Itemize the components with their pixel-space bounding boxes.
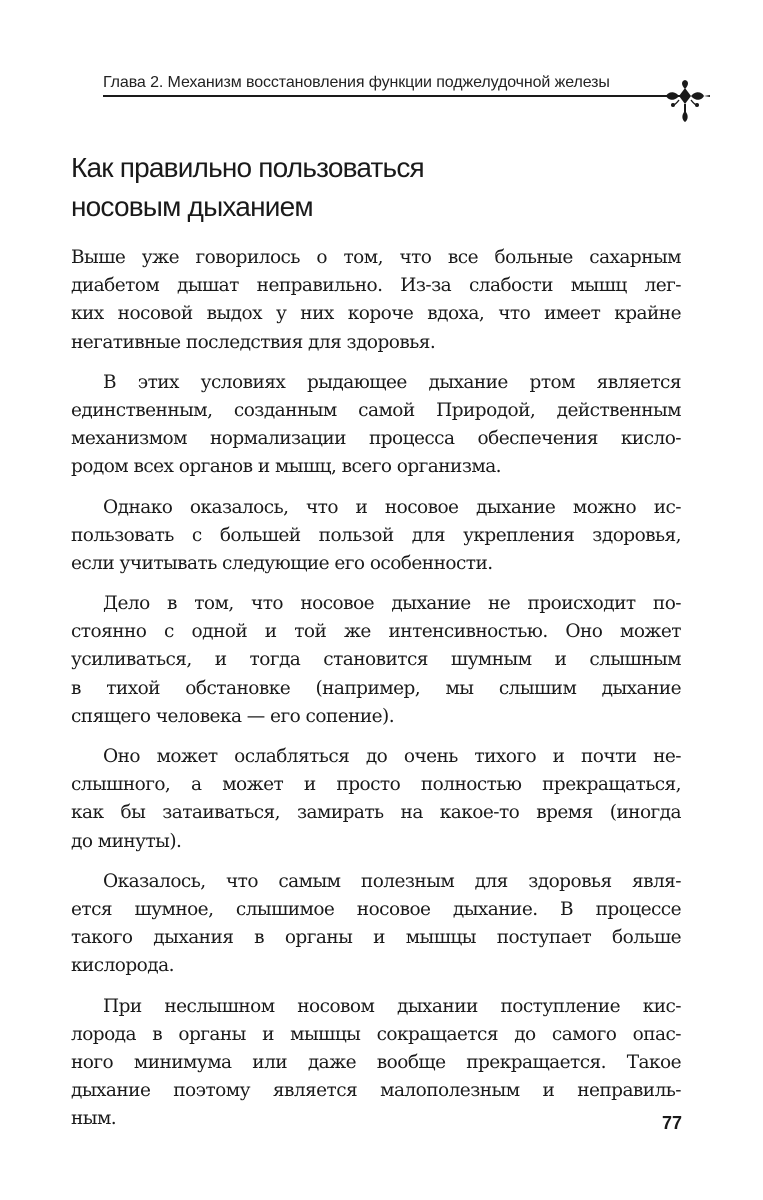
paragraph — [71, 244, 681, 357]
text-line: до минуты). — [71, 830, 182, 852]
running-header: Глава 2. Механизм восстановления функции поджелудочной железы — [103, 74, 610, 91]
section-title-line-2: носовым дыханием — [71, 191, 313, 222]
fleuron-ornament-icon — [660, 80, 710, 122]
text-line: Выше уже говорилось о том, что все больные сахарным — [71, 247, 681, 268]
text-line: как бы затаиваться, замирать на какое-то время (иногда — [71, 802, 681, 824]
text-line: кислорода. — [71, 955, 174, 977]
text-line: единственным, созданным самой Природой, действенным — [71, 399, 681, 421]
text-line: негативные последствия для здоровья. — [71, 331, 436, 353]
text-line: слышного, а может и просто полностью прекращаться, — [71, 774, 681, 796]
text-line: пользовать с большей пользой для укрепления здоровья, — [71, 524, 681, 546]
text-line: такого дыхания в органы и мышцы поступает больше — [71, 927, 681, 949]
text-line: ным. — [71, 1108, 117, 1130]
section-title — [71, 148, 671, 226]
header-rule — [103, 95, 681, 97]
paragraph — [71, 868, 681, 981]
text-line: В этих условиях рыдающее дыхание ртом является — [103, 371, 681, 393]
text-line: ких носовой выдох у них короче вдоха, что имеет крайне — [71, 303, 681, 325]
text-line: лорода в органы и мышцы сокращается до самого опас- — [71, 1023, 681, 1045]
text-line: механизмом нормализации процесса обеспечения кисло- — [71, 428, 681, 450]
paragraph — [71, 743, 681, 856]
text-line: усиливаться, и тогда становится шумным и слышным — [71, 649, 681, 671]
paragraph — [71, 369, 681, 482]
page-number: 77 — [661, 1113, 682, 1133]
section-title-line-1: Как правильно пользоваться — [71, 152, 424, 183]
text-line: спящего человека — его сопение). — [71, 705, 395, 727]
text-line: Оно может ослабляться до очень тихого и почти не- — [103, 746, 681, 767]
paragraph — [71, 494, 681, 579]
paragraph — [71, 590, 681, 731]
text-line: ного минимума или даже вообще прекращается. Такое — [71, 1051, 681, 1073]
paragraph — [71, 993, 681, 1134]
text-line: Оказалось, что самым полезным для здоровья явля- — [103, 870, 681, 892]
text-line: Дело в том, что носовое дыхание не происходит по- — [103, 593, 681, 615]
text-line: стоянно с одной и той же интенсивностью. Оно может — [71, 621, 681, 643]
text-line: Однако оказалось, что и носовое дыхание можно ис- — [103, 496, 681, 518]
body-text — [71, 244, 681, 1145]
text-line: диабетом дышат неправильно. Из-за слабости мышц лег- — [71, 275, 681, 297]
text-line: При неслышном носовом дыхании поступление кис- — [103, 995, 681, 1017]
text-line: родом всех органов и мышц, всего организма. — [71, 456, 502, 478]
text-line: дыхание поэтому является малополезным и неправиль- — [71, 1080, 681, 1102]
text-line: в тихой обстановке (например, мы слышим дыхание — [71, 677, 681, 699]
text-line: если учитывать следующие его особенности. — [71, 552, 493, 574]
text-line: ется шумное, слышимое носовое дыхание. В процессе — [71, 898, 681, 920]
